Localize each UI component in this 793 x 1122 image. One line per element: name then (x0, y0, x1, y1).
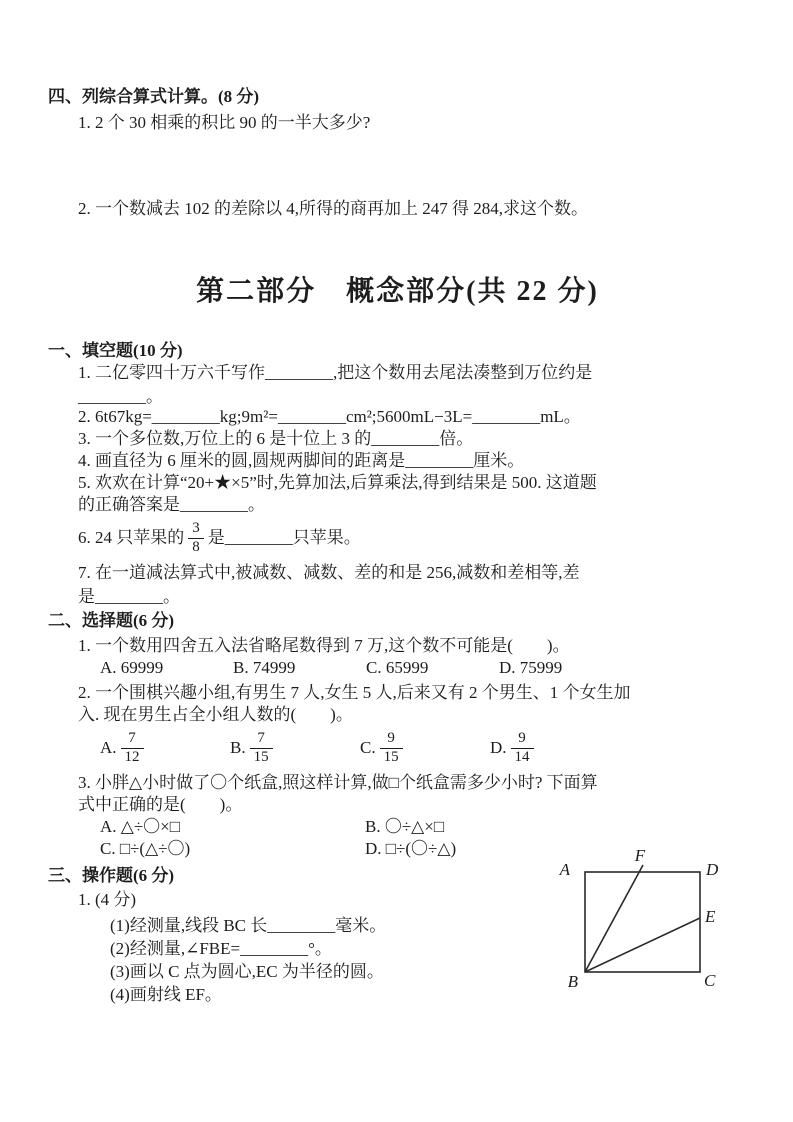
fraction-7-12: $\frac{7}{12}$ (121, 731, 144, 766)
operate-step-1: (1)经测量,线段 BC 长________毫米。 (110, 916, 387, 935)
square-ABCD (585, 872, 700, 972)
operate-step-2: (2)经测量,∠FBE=________°。 (110, 939, 332, 958)
section-four-heading: 四、列综合算式计算。(8 分) (48, 87, 260, 106)
choice-q2-line2: 入. 现在男生占全小组人数的( )。 (78, 705, 353, 724)
option-label: C. (360, 738, 376, 757)
option-c: C. 65999 (366, 658, 429, 677)
option-label: D. (490, 738, 507, 757)
option-a: A. 69999 (100, 658, 164, 677)
section-four-question-2: 2. 一个数减去 102 的差除以 4,所得的商再加上 247 得 284,求这个数。 (78, 199, 588, 218)
fill-in-q3: 3. 一个多位数,万位上的 6 是十位上 3 的________倍。 (78, 429, 474, 448)
fill-in-q7-line2: 是________。 (78, 587, 180, 606)
fill-in-q2: 2. 6t67kg=________kg;9m²=________cm²;5600mL−3L=________mL。 (78, 407, 581, 426)
operate-heading: 三、操作题(6 分) (48, 866, 175, 885)
option-b: B. 74999 (233, 658, 296, 677)
label-B: B (567, 972, 578, 991)
option-d (490, 731, 620, 766)
option-label: B. (230, 738, 246, 757)
fill-in-q6 (78, 518, 765, 558)
segment-BF (585, 865, 643, 972)
label-E: E (705, 907, 716, 926)
choice-q2-options (100, 728, 765, 768)
geometry-figure (558, 846, 748, 998)
option-label: A. (100, 738, 117, 757)
operate-step-4: (4)画射线 EF。 (110, 985, 222, 1004)
fraction-numerator: 3 (188, 521, 204, 539)
option-a (100, 731, 230, 766)
choice-q1: 1. 一个数用四舍五入法省略尾数得到 7 万,这个数不可能是( )。 (78, 636, 570, 655)
fraction-7-15: $\frac{7}{15}$ (250, 731, 273, 766)
option-b (230, 731, 360, 766)
label-A: A (559, 860, 570, 879)
label-D: D (706, 860, 719, 879)
choice-q3-options-row1 (100, 816, 765, 838)
part-two-title: 第二部分 概念部分(共 22 分) (196, 276, 599, 307)
fill-in-q6-prefix: 6. 24 只苹果的 (78, 528, 185, 547)
fraction-9-15: $\frac{9}{15}$ (380, 731, 403, 766)
fill-in-q7-line1: 7. 在一道减法算式中,被减数、减数、差的和是 256,减数和差相等,差 (78, 563, 580, 582)
label-F: F (634, 846, 646, 865)
fraction-9-14: $\frac{9}{14}$ (511, 731, 534, 766)
choice-q2-line1: 2. 一个围棋兴趣小组,有男生 7 人,女生 5 人,后来又有 2 个男生、1 个女生加 (78, 683, 631, 702)
option-c (360, 731, 490, 766)
option-d: D. □÷(〇÷△) (365, 839, 457, 858)
fill-in-q5-line2: 的正确答案是________。 (78, 495, 265, 514)
option-b: B. 〇÷△×□ (365, 817, 445, 836)
fill-in-q1-line2: ________。 (78, 387, 163, 406)
fill-in-heading: 一、填空题(10 分) (48, 341, 183, 360)
option-c: C. □÷(△÷〇) (100, 839, 191, 858)
section-four-question-1: 1. 2 个 30 相乘的积比 90 的一半大多少? (78, 113, 371, 132)
choice-q3-line1: 3. 小胖△小时做了〇个纸盒,照这样计算,做□个纸盒需多少小时? 下面算 (78, 773, 598, 792)
fill-in-q5-line1: 5. 欢欢在计算“20+★×5”时,先算加法,后算乘法,得到结果是 500. 这道题 (78, 473, 597, 492)
operate-sub-heading: 1. (4 分) (78, 890, 137, 909)
choice-q1-options (100, 657, 765, 679)
segment-BE (585, 918, 700, 972)
fill-in-q6-suffix: 是________只苹果。 (207, 528, 361, 547)
choice-heading: 二、选择题(6 分) (48, 611, 175, 630)
option-d: D. 75999 (499, 658, 563, 677)
choice-q3-line2: 式中正确的是( )。 (78, 795, 243, 814)
fill-in-q4: 4. 画直径为 6 厘米的圆,圆规两脚间的距离是________厘米。 (78, 451, 525, 470)
label-C: C (704, 971, 716, 990)
operate-step-3: (3)画以 C 点为圆心,EC 为半径的圆。 (110, 962, 384, 981)
fraction-3-8 (188, 521, 204, 556)
fill-in-q1-line1: 1. 二亿零四十万六千写作________,把这个数用去尾法凑整到万位约是 (78, 363, 593, 382)
option-a: A. △÷〇×□ (100, 817, 181, 836)
fraction-denominator: 8 (192, 538, 200, 555)
